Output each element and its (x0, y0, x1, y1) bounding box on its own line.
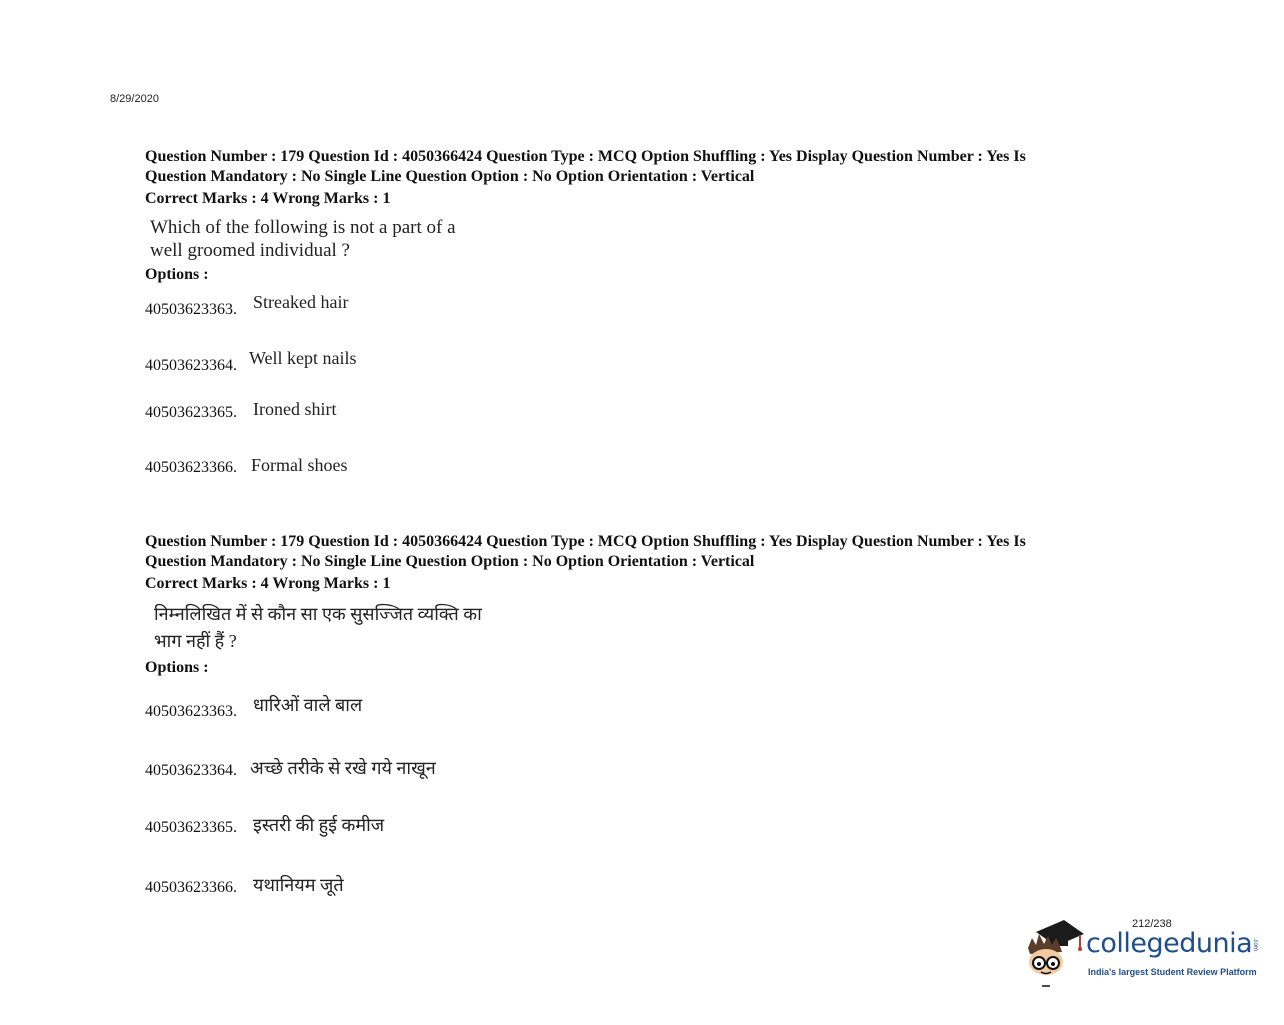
question-meta (145, 147, 1145, 187)
option-text: Streaked hair (253, 292, 349, 312)
question-meta-line1: Question Number : 179 Question Id : 4050366424 Question Type : MCQ Option Shuffling : Yes Display Question Number : Yes Is (145, 148, 1026, 165)
options-label: Options : (145, 266, 209, 283)
question-text (154, 601, 514, 655)
option-text: Ironed shirt (253, 399, 337, 419)
brand-suffix: .com (1252, 938, 1260, 951)
brand-tagline: India's largest Student Review Platform (1088, 967, 1257, 977)
brand-name (1086, 928, 1259, 959)
option-text: अच्छे तरीके से रखे गये नाखून (250, 758, 436, 778)
option-id: 40503623365. (145, 819, 237, 836)
option-text: Well kept nails (249, 348, 357, 368)
brand-name-text: collegedunia (1086, 928, 1253, 959)
option-text: धारिओं वाले बाल (253, 695, 363, 715)
question-text (150, 216, 510, 262)
option-id: 40503623366. (145, 459, 237, 476)
option-text: इस्तरी की हुई कमीज (253, 815, 385, 835)
question-text-line1: निम्नलिखित में से कौन सा एक सुसज्जित व्यक्ति का (154, 604, 482, 624)
question-text-line1: Which of the following is not a part of a (150, 217, 456, 238)
question-meta (145, 532, 1145, 572)
option-id: 40503623365. (145, 404, 237, 421)
question-marks: Correct Marks : 4 Wrong Marks : 1 (145, 190, 391, 207)
option-id: 40503623363. (145, 301, 237, 318)
option-text: Formal shoes (251, 455, 348, 475)
question-text-line2: well groomed individual ? (150, 240, 350, 261)
options-label: Options : (145, 659, 209, 676)
question-meta-line1: Question Number : 179 Question Id : 4050366424 Question Type : MCQ Option Shuffling : Yes Display Question Number : Yes Is (145, 533, 1026, 550)
page-number: 212/238 (1132, 918, 1172, 930)
option-text: यथानियम जूते (253, 875, 344, 895)
question-meta-line2: Question Mandatory : No Single Line Question Option : No Option Orientation : Vertical (145, 168, 755, 185)
print-date: 8/29/2020 (110, 93, 159, 105)
question-meta-line2: Question Mandatory : No Single Line Question Option : No Option Orientation : Vertical (145, 553, 755, 570)
option-id: 40503623366. (145, 879, 237, 896)
option-id: 40503623364. (145, 357, 237, 374)
collegedunia-logo[interactable] (1022, 918, 1262, 988)
option-id: 40503623364. (145, 762, 237, 779)
option-id: 40503623363. (145, 703, 237, 720)
question-marks: Correct Marks : 4 Wrong Marks : 1 (145, 575, 391, 592)
student-mascot-icon (1022, 918, 1086, 988)
question-text-line2: भाग नहीं हैं ? (154, 631, 237, 651)
